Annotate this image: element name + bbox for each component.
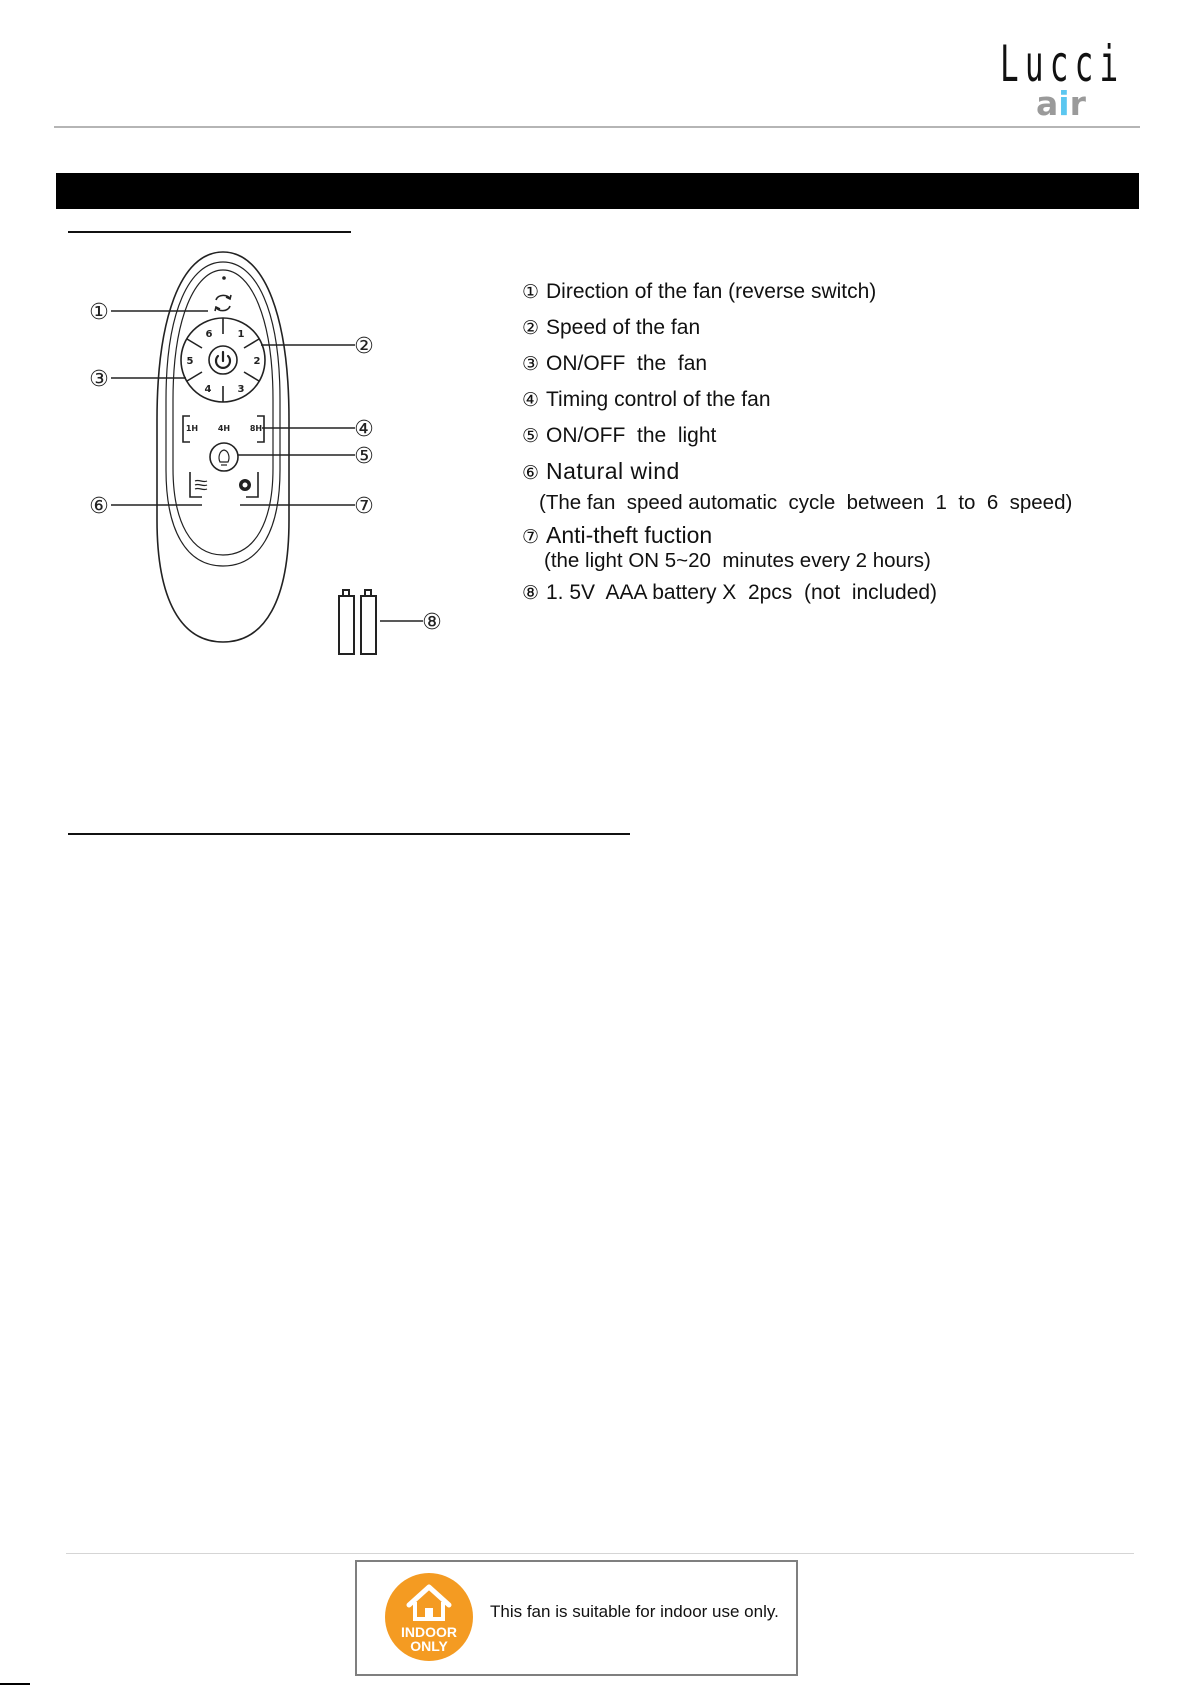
reverse-icon bbox=[215, 295, 231, 311]
legend-item-7 bbox=[522, 522, 712, 549]
legend-num-6: ⑥ bbox=[522, 462, 540, 484]
legend-text-3: ON/OFF the fan bbox=[546, 352, 708, 375]
callout-5: ⑤ bbox=[354, 444, 374, 469]
indoor-notice-text: This fan is suitable for indoor use only. bbox=[490, 1602, 779, 1621]
anti-theft-icon bbox=[239, 479, 251, 491]
speed-key-1: 1 bbox=[237, 329, 245, 340]
brand-sub bbox=[1036, 84, 1086, 123]
remote-inner-panel bbox=[173, 270, 273, 555]
brand-sub-a: a bbox=[1036, 84, 1059, 123]
brand-name: Lucci bbox=[1000, 35, 1125, 93]
legend-text-8: 1. 5V AAA battery X 2pcs (not included) bbox=[546, 581, 938, 604]
battery-icon bbox=[339, 590, 376, 654]
legend-num-5: ⑤ bbox=[522, 425, 540, 447]
legend-item-1 bbox=[522, 280, 876, 304]
speed-key-5: 5 bbox=[186, 356, 194, 367]
brand-sub-i: i bbox=[1058, 84, 1070, 123]
legend-num-1: ① bbox=[522, 281, 540, 303]
legend-num-8: ⑧ bbox=[522, 582, 540, 604]
speed-key-3: 3 bbox=[237, 384, 245, 395]
legend-item-5 bbox=[522, 424, 716, 448]
legend-text-6: Natural wind bbox=[546, 458, 680, 484]
callout-1: ① bbox=[89, 300, 109, 325]
brand-sub-r: r bbox=[1069, 84, 1086, 123]
legend-text-2: Speed of the fan bbox=[546, 316, 701, 339]
legend-item-8 bbox=[522, 581, 937, 605]
legend-text-7: Anti-theft fuction bbox=[546, 522, 713, 548]
legend-text-5: ON/OFF the light bbox=[546, 424, 717, 447]
legend-num-2: ② bbox=[522, 317, 540, 339]
bulb-icon bbox=[219, 450, 229, 465]
callout-8: ⑧ bbox=[422, 610, 442, 635]
badge-line-2: ONLY bbox=[410, 1638, 448, 1654]
section-underline-remote bbox=[68, 231, 351, 233]
legend-sub-6: (The fan speed automatic cycle between 1 to 6 speed) bbox=[539, 491, 1073, 514]
callout-6: ⑥ bbox=[89, 494, 109, 519]
header-divider bbox=[54, 126, 1140, 128]
callout-3: ③ bbox=[89, 367, 109, 392]
power-icon bbox=[216, 352, 230, 368]
speed-key-4: 4 bbox=[204, 384, 212, 395]
legend-num-7: ⑦ bbox=[522, 526, 540, 548]
legend-item-6 bbox=[522, 458, 680, 485]
remote-inner-outline bbox=[166, 262, 280, 566]
legend-item-2 bbox=[522, 316, 700, 340]
footer-divider bbox=[66, 1553, 1134, 1554]
section-header-bar bbox=[56, 173, 1139, 209]
brand-logo bbox=[1000, 36, 1140, 126]
led-indicator bbox=[222, 276, 226, 280]
house-icon bbox=[385, 1573, 473, 1623]
legend-sub-7: (the light ON 5~20 minutes every 2 hours) bbox=[544, 549, 931, 572]
remote-diagram bbox=[0, 240, 460, 660]
callout-4: ④ bbox=[354, 417, 374, 442]
natural-wind-icon bbox=[195, 480, 207, 489]
timer-key-1h: 1H bbox=[185, 424, 199, 433]
legend-text-1: Direction of the fan (reverse switch) bbox=[546, 280, 877, 303]
indoor-only-badge bbox=[385, 1573, 473, 1661]
badge-line-1: INDOOR bbox=[401, 1624, 457, 1640]
timer-key-8h: 8H bbox=[249, 424, 263, 433]
speed-key-2: 2 bbox=[253, 356, 261, 367]
callout-2: ② bbox=[354, 334, 374, 359]
callout-7: ⑦ bbox=[354, 494, 374, 519]
legend-item-3 bbox=[522, 352, 707, 376]
section-underline-lower bbox=[68, 833, 630, 835]
indoor-notice-box bbox=[355, 1560, 798, 1676]
speed-key-6: 6 bbox=[205, 329, 213, 340]
legend-text-4: Timing control of the fan bbox=[546, 388, 771, 411]
legend-num-4: ④ bbox=[522, 389, 540, 411]
timer-key-4h: 4H bbox=[217, 424, 231, 433]
legend-item-4 bbox=[522, 388, 771, 412]
legend-num-3: ③ bbox=[522, 353, 540, 375]
light-button bbox=[210, 443, 238, 471]
